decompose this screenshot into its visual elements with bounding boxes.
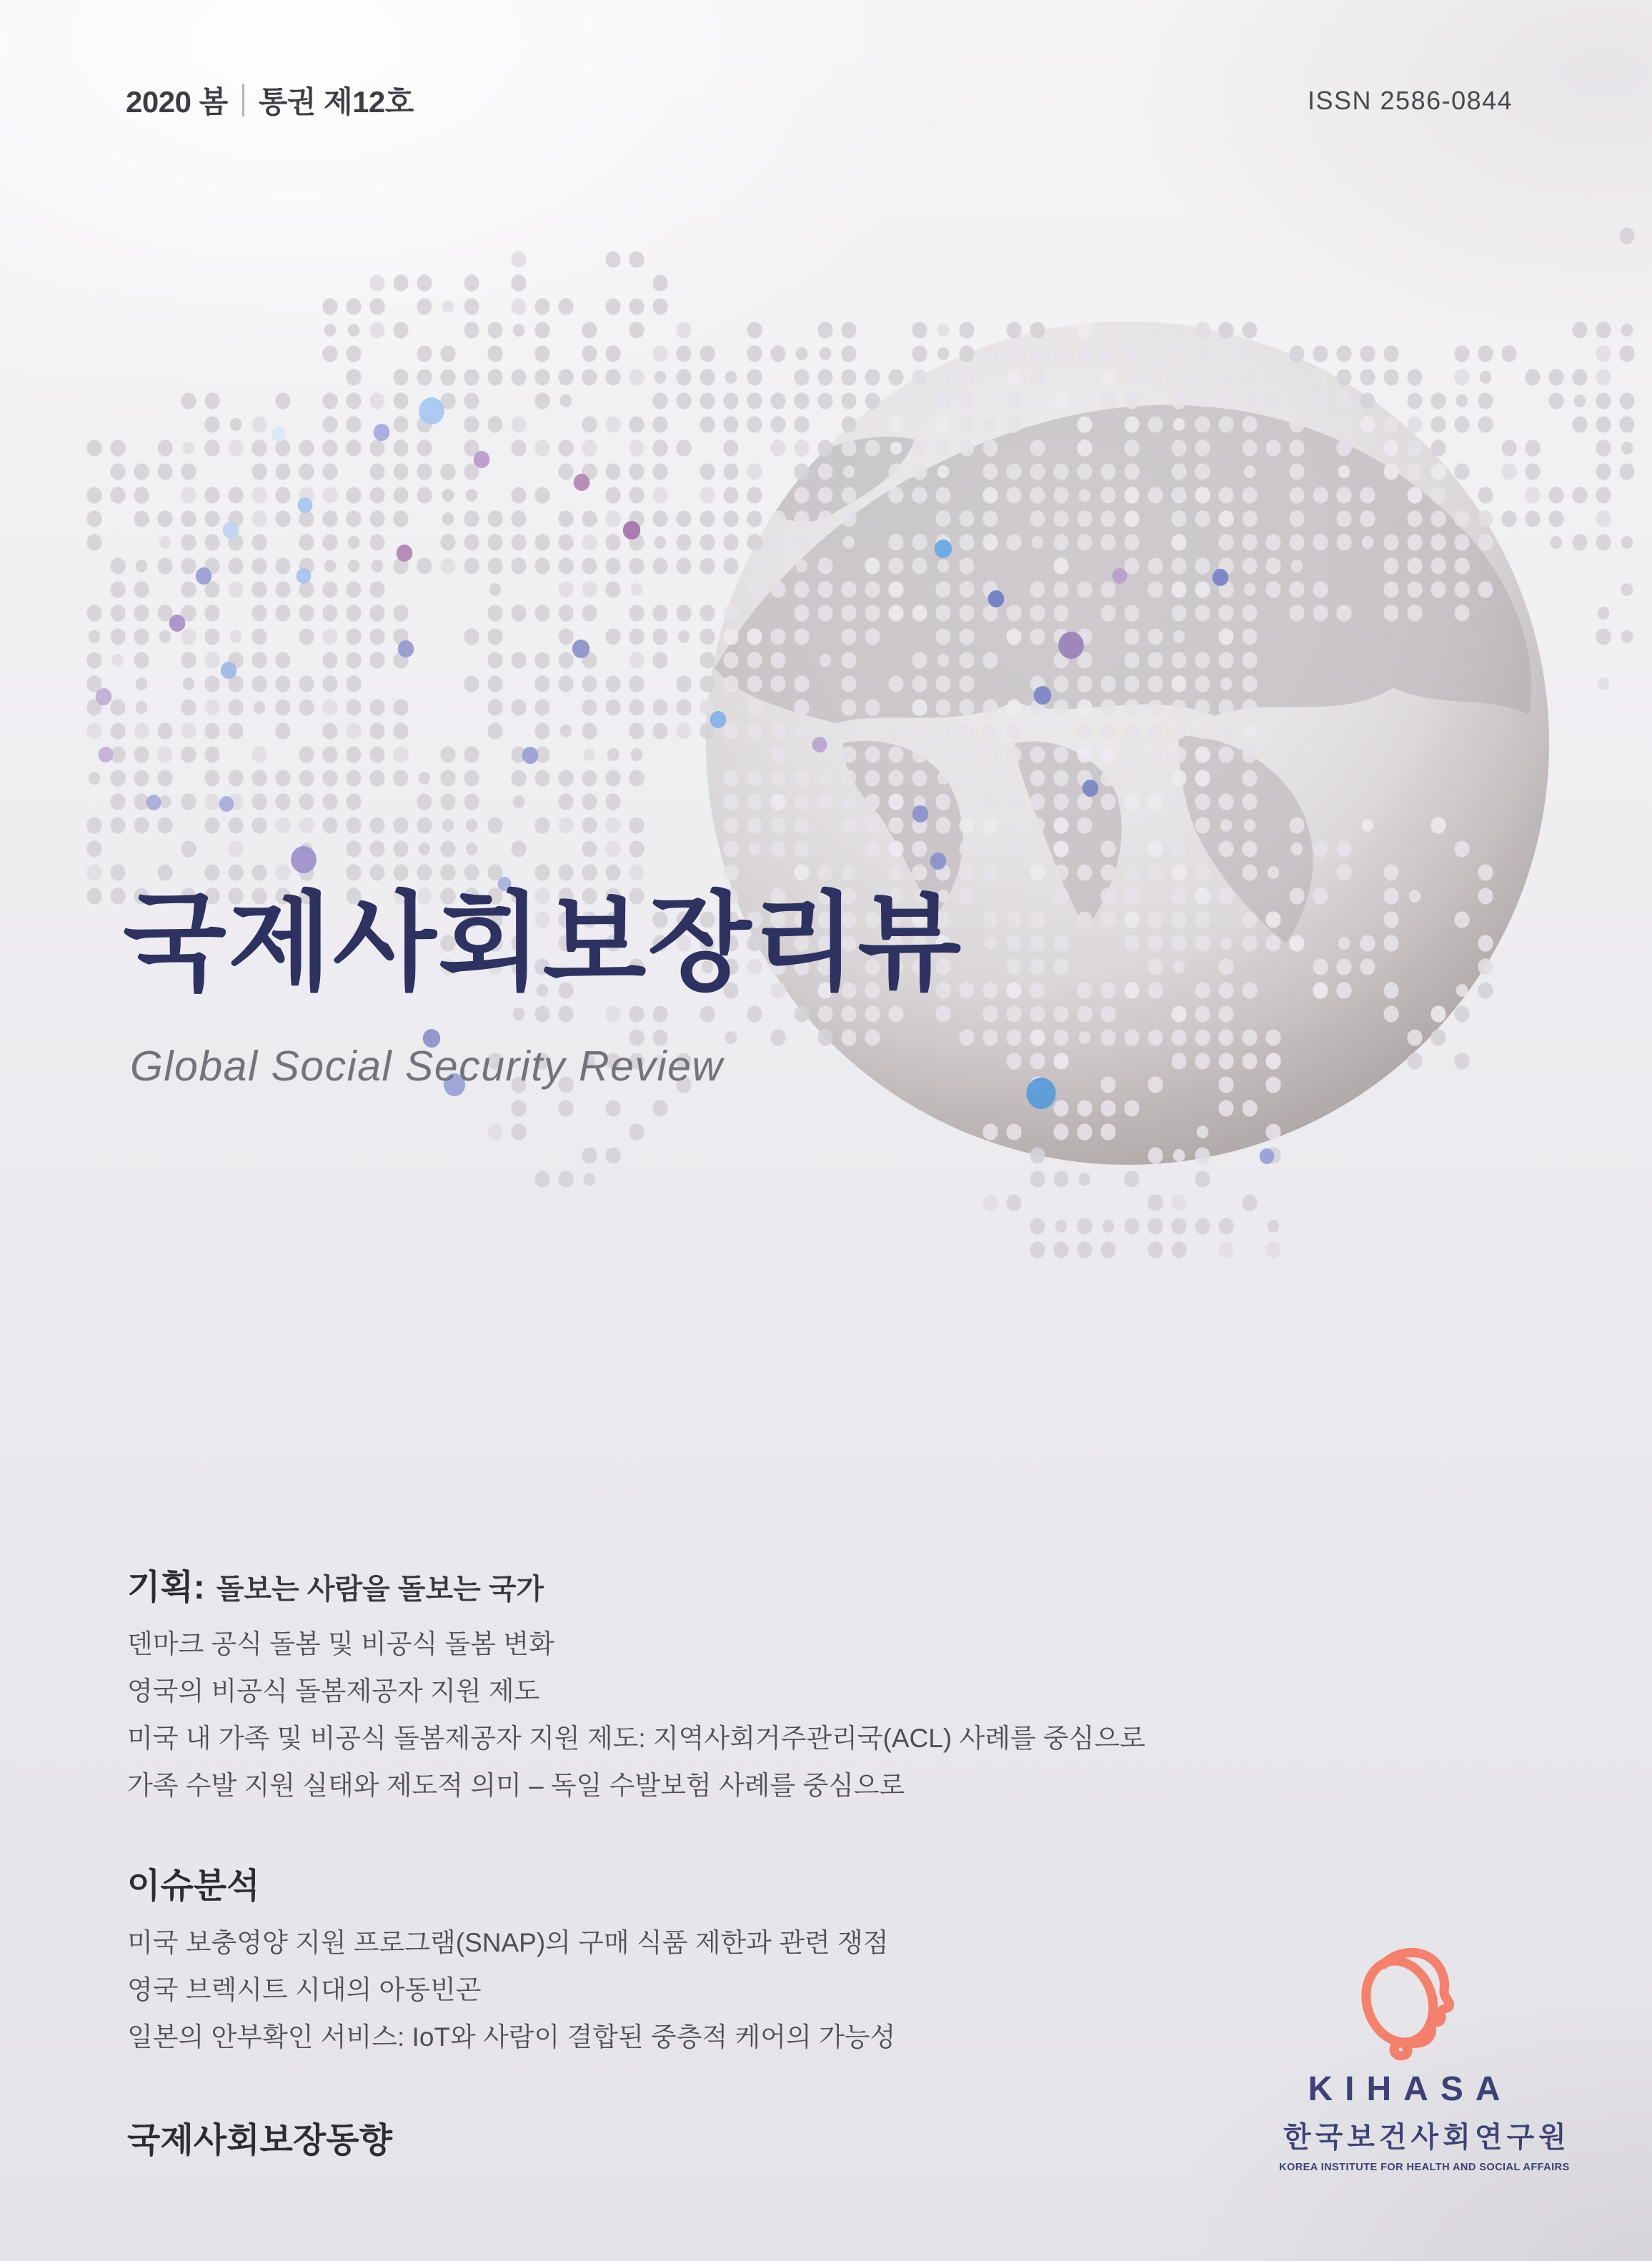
divider bbox=[242, 84, 244, 116]
publisher-name-english: KOREA INSTITUTE FOR HEALTH AND SOCIAL AFFAIRS bbox=[1279, 2162, 1570, 2173]
feature-article: 미국 내 가족 및 비공식 돌봄제공자 지원 제도: 지역사회거주관리국(ACL) 사례를 중심으로 bbox=[127, 1724, 1145, 1753]
publisher-name-korean: 한국보건사회연구원 bbox=[1283, 2122, 1571, 2153]
issue-article: 미국 보충영양 지원 프로그램(SNAP)의 구매 식품 제한과 관련 쟁점 bbox=[127, 1928, 889, 1957]
issue-article: 일본의 안부확인 서비스: IoT와 사람이 결합된 중층적 케어의 가능성 bbox=[127, 2022, 896, 2052]
issue-info-line bbox=[126, 79, 414, 121]
feature-article: 덴마크 공식 돌봄 및 비공식 돌봄 변화 bbox=[127, 1629, 554, 1659]
issn-number: ISSN 2586-0844 bbox=[1308, 86, 1513, 115]
kihasa-head-profile-icon bbox=[1346, 1941, 1462, 2061]
issue-analysis-heading: 이슈분석 bbox=[127, 1867, 260, 1905]
publisher-acronym: KIHASA bbox=[1308, 2070, 1513, 2108]
issue-season: 2020 봄 bbox=[126, 85, 228, 119]
trends-heading: 국제사회보장동향 bbox=[127, 2122, 392, 2160]
feature-label: 기획: bbox=[127, 1569, 205, 1606]
feature-section-heading bbox=[127, 1559, 544, 1609]
magazine-title-korean: 국제사회보장리뷰 bbox=[123, 883, 963, 1003]
magazine-title-english: Global Social Security Review bbox=[130, 1043, 724, 1090]
feature-article-list bbox=[127, 1621, 1145, 1809]
issue-number: 통권 제12호 bbox=[258, 85, 414, 119]
feature-article: 영국의 비공식 돌봄제공자 지원 제도 bbox=[127, 1676, 540, 1706]
feature-topic: 돌보는 사람을 돌보는 국가 bbox=[216, 1574, 544, 1605]
issue-analysis-article-list bbox=[127, 1919, 895, 2061]
feature-article: 가족 수발 지원 실태와 제도적 의미 – 독일 수발보험 사례를 중심으로 bbox=[127, 1771, 905, 1800]
publisher-block bbox=[1279, 1941, 1571, 2173]
issue-article: 영국 브렉시트 시대의 아동빈곤 bbox=[127, 1975, 482, 2004]
